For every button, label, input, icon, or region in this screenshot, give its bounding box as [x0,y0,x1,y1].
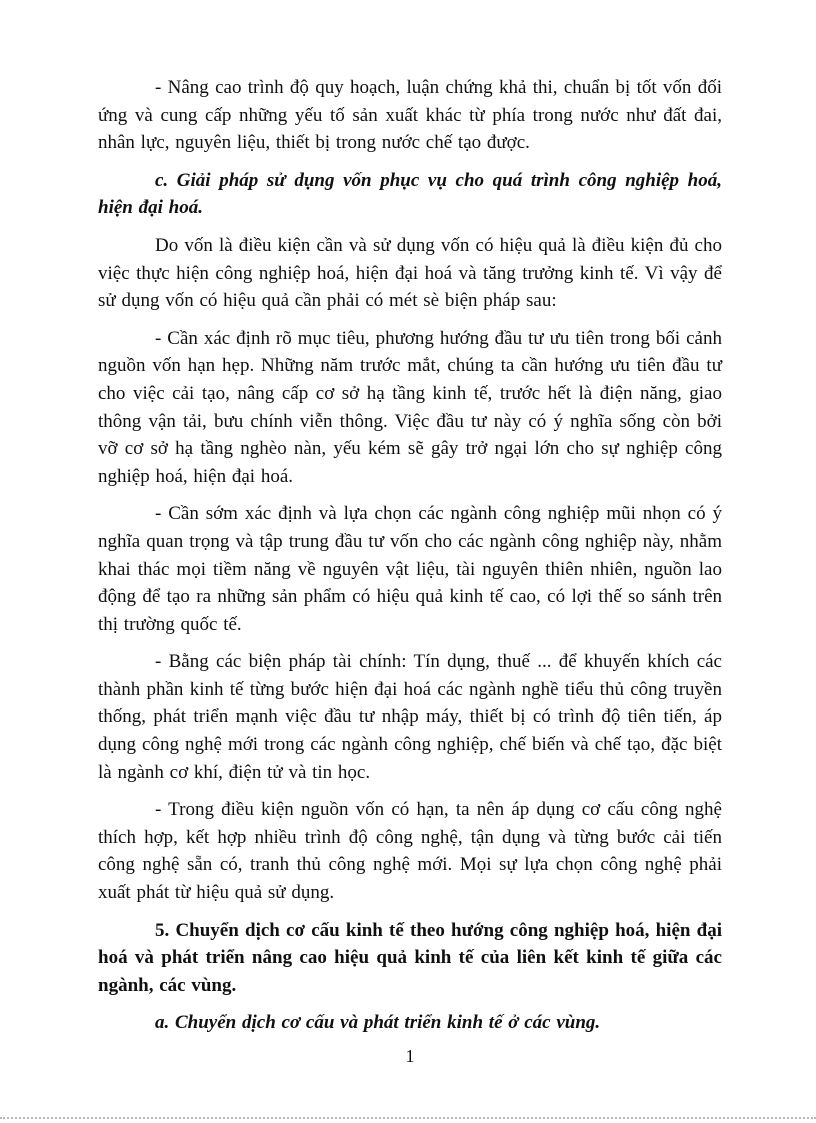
paragraph-do-von-la-dieu-kien: Do vốn là điều kiện cần và sử dụng vốn có hiệu quả là điều kiện đủ cho việc thực hiện công nghiệp hoá, hiện đại hoá và tăng trưởng kinh tế. Vì vậy để sử dụng vốn có hiệu quả cần phải có mét sè biện pháp sau: [98,234,722,312]
page-bottom-dotted-divider [0,1117,816,1119]
heading-a-chuyen-dich-co-cau-cac-vung: a. Chuyển dịch cơ cấu và phát triển kinh tế ở các vùng. [155,1012,601,1034]
paragraph-nang-cao-trinh-do: - Nâng cao trình độ quy hoạch, luận chứng khả thi, chuẩn bị tốt vốn đối ứng và cung cấp những yếu tố sản xuất khác từ phía trong nước như đất đai, nhân lực, nguyên liệu, thiết bị trong nước chế tạo được. [98,77,722,154]
paragraph-trong-dieu-kien-nguon-von: - Trong điều kiện nguồn vốn có hạn, ta nên áp dụng cơ cấu công nghệ thích hợp, kết hợp nhiều trình độ công nghệ, tận dụng và từng bước cải tiến công nghệ sẵn có, tranh thủ công nghệ mới. Mọi sự lựa chọn công nghệ phải xuất phát từ hiệu quả sử dụng. [98,799,722,904]
heading-5-chuyen-dich-co-cau: 5. Chuyển dịch cơ cấu kinh tế theo hướng công nghiệp hoá, hiện đại hoá và phát triển nâng cao hiệu quả kinh tế của liên kết kinh tế giữa các ngành, các vùng. [98,919,722,996]
paragraph-can-som-xac-dinh-nganh-mui-nhon: - Cần sớm xác định và lựa chọn các ngành công nghiệp mũi nhọn có ý nghĩa quan trọng và tập trung đầu tư vốn cho các ngành công nghiệp này, nhằm khai thác mọi tiềm năng về nguyên vật liệu, tài nguyên thiên nhiên, nguồn lao động để tạo ra những sản phẩm có hiệu quả kinh tế cao, có lợi thế so sánh trên thị trường quốc tế. [98,503,722,635]
paragraph-can-xac-dinh-ro-muc-tieu: - Cần xác định rõ mục tiêu, phương hướng đầu tư ưu tiên trong bối cảnh nguồn vốn hạn hẹp. Những năm trước mắt, chúng ta cần hướng ưu tiên đầu tư cho việc cải tạo, nâng cấp cơ sở hạ tầng kinh tế, trước hết là điện năng, giao thông vận tải, bưu chính viễn thông. Việc đầu tư này có ý nghĩa sống còn bởi vỡ cơ sở hạ tầng nghèo nàn, yếu kém sẽ gây trở ngại lớn cho sự nghiệp công nghiệp hoá, hiện đại hoá. [98,327,722,487]
paragraph-bang-cac-bien-phap-tai-chinh: - Bằng các biện pháp tài chính: Tín dụng, thuế ... để khuyến khích các thành phần kinh tế từng bước hiện đại hoá các ngành nghề tiểu thủ công truyền thống, phát triển mạnh việc đầu tư nhập máy, thiết bị có trình độ tiên tiến, áp dụng công nghệ mới trong các ngành công nghiệp, chế biến và chế tạo, đặc biệt là ngành cơ khí, điện tử và tin học. [98,651,722,783]
page-number: 1 [405,1046,415,1066]
heading-c-giai-phap-su-dung-von: c. Giải pháp sử dụng vốn phục vụ cho quá trình công nghiệp hoá, hiện đại hoá. [98,169,722,219]
